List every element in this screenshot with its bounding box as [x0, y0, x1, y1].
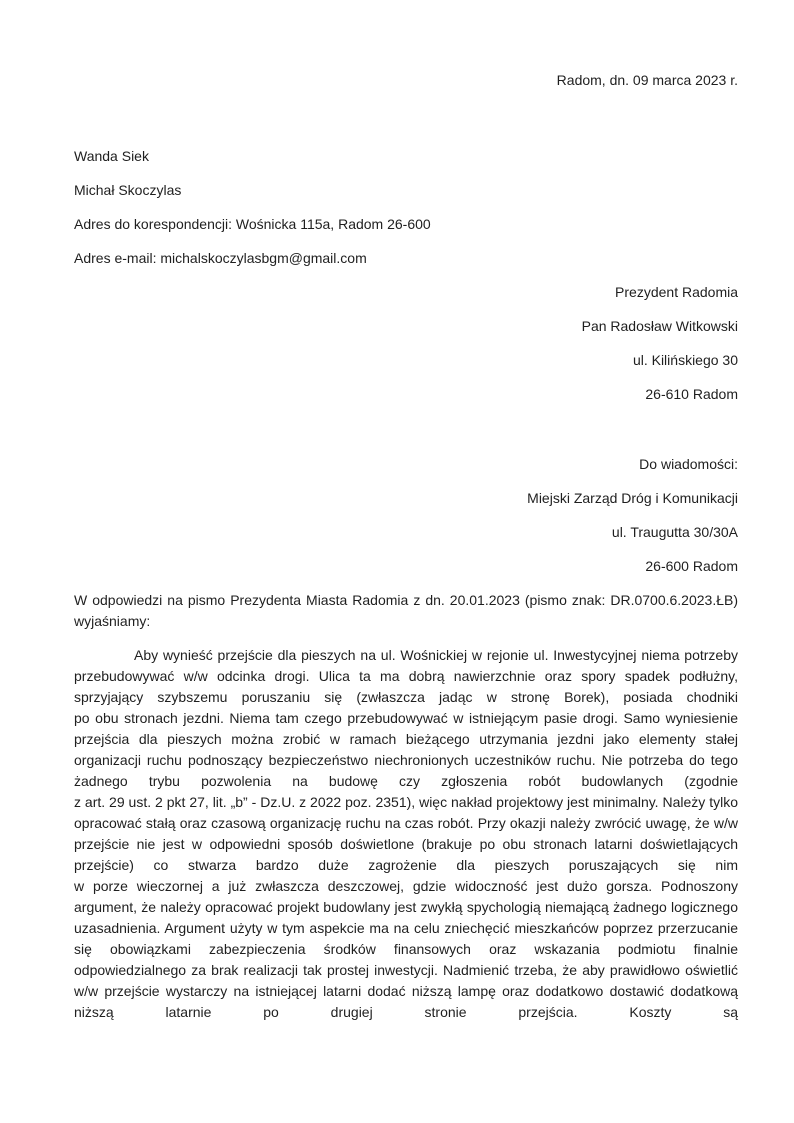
- main-segment-2: po obu stronach jezdni. Niema tam czego przebudowywać w istniejącym pasie drogi. Samo wyniesienie przejścia dla pieszych można zrobić w ramach bieżącego utrzymania jezdni jako elementy stałej organizacji ruchu podnoszący bezpieczeństwo niechronionych uczestników ruchu. Nie potrzeba do tego żadnego trybu pozwolenia na budowę czy zgłoszenia robót budowlanych (zgodnie: [74, 710, 738, 789]
- main-paragraph: [74, 645, 738, 1023]
- recipient-city: 26-610 Radom: [645, 386, 738, 402]
- main-segment-4: w porze wieczornej a już zwłaszcza deszczowej, gdzie widoczność jest dużo gorsza. Podnoszony argument, że należy opracować projekt budowlany jest zwykłą spychologią niemającą żadnego logicznego uzasadnienia. Argument użyty w tym aspekcie ma na celu zniechęcić mieszkańców poprzez przerzucanie się obowiązkami zabezpieczenia środków finansowych oraz wskazania podmiotu finalnie odpowiedzialnego za brak realizacji tak prostej inwestycji. Nadmienić trzeba, że aby prawidłowo oświetlić w/w przejście wystarczy na istniejącej latarni dodać niższą lampę oraz dodatkowo dostawić dodatkową niższą latarnie po drugiej stronie przejścia. Koszty są: [74, 878, 738, 1020]
- recipient-title: Prezydent Radomia: [615, 284, 738, 300]
- cc-organization: Miejski Zarząd Dróg i Komunikacji: [527, 490, 738, 506]
- recipient-name: Pan Radosław Witkowski: [581, 318, 738, 334]
- date-line: Radom, dn. 09 marca 2023 r.: [556, 72, 738, 88]
- main-segment-3: z art. 29 ust. 2 pkt 27, lit. „b” - Dz.U. z 2022 poz. 2351), więc nakład projektowy jest minimalny. Należy tylko opracować stałą oraz czasową organizację ruchu na czas robót. Przy okazji należy zwrócić uwagę, że w/w przejście nie jest w odpowiedni sposób doświetlone (brakuje po obu stronach latarni doświetlających przejście) co stwarza bardzo duże zagrożenie dla pieszych poruszających się nim: [74, 794, 738, 873]
- cc-city: 26-600 Radom: [645, 558, 738, 574]
- sender-name-1: Wanda Siek: [74, 148, 149, 164]
- intro-line-end: wyjaśniamy:: [74, 613, 151, 629]
- sender-correspondence-address: Adres do korespondencji: Wośnicka 115a, Radom 26-600: [74, 216, 431, 232]
- main-segment-1: Aby wynieść przejście dla pieszych na ul. Wośnickiej w rejonie ul. Inwestycyjnej niema potrzeby przebudowywać w/w odcinka drogi. Ulica ta ma dobrą nawierzchnie oraz spory spadek podłużny, sprzyjający szybszemu poruszaniu się (zwłaszcza jadąc w stronę Borek), posiada chodniki: [74, 647, 738, 705]
- recipient-street: ul. Kilińskiego 30: [632, 352, 738, 368]
- intro-paragraph: [74, 590, 738, 632]
- sender-email: Adres e-mail: michalskoczylasbgm@gmail.com: [74, 250, 367, 266]
- recipient-block: [74, 282, 738, 405]
- intro-line-justified: W odpowiedzi na pismo Prezydenta Miasta Radomia z dn. 20.01.2023 (pismo znak: DR.0700.6.2023.ŁB): [74, 592, 738, 608]
- sender-block: [74, 146, 738, 269]
- sender-name-2: Michał Skoczylas: [74, 182, 182, 198]
- cc-block: [74, 454, 738, 577]
- letter-body: [74, 590, 738, 1023]
- cc-street: ul. Traugutta 30/30A: [611, 524, 738, 540]
- cc-heading: Do wiadomości:: [639, 456, 738, 472]
